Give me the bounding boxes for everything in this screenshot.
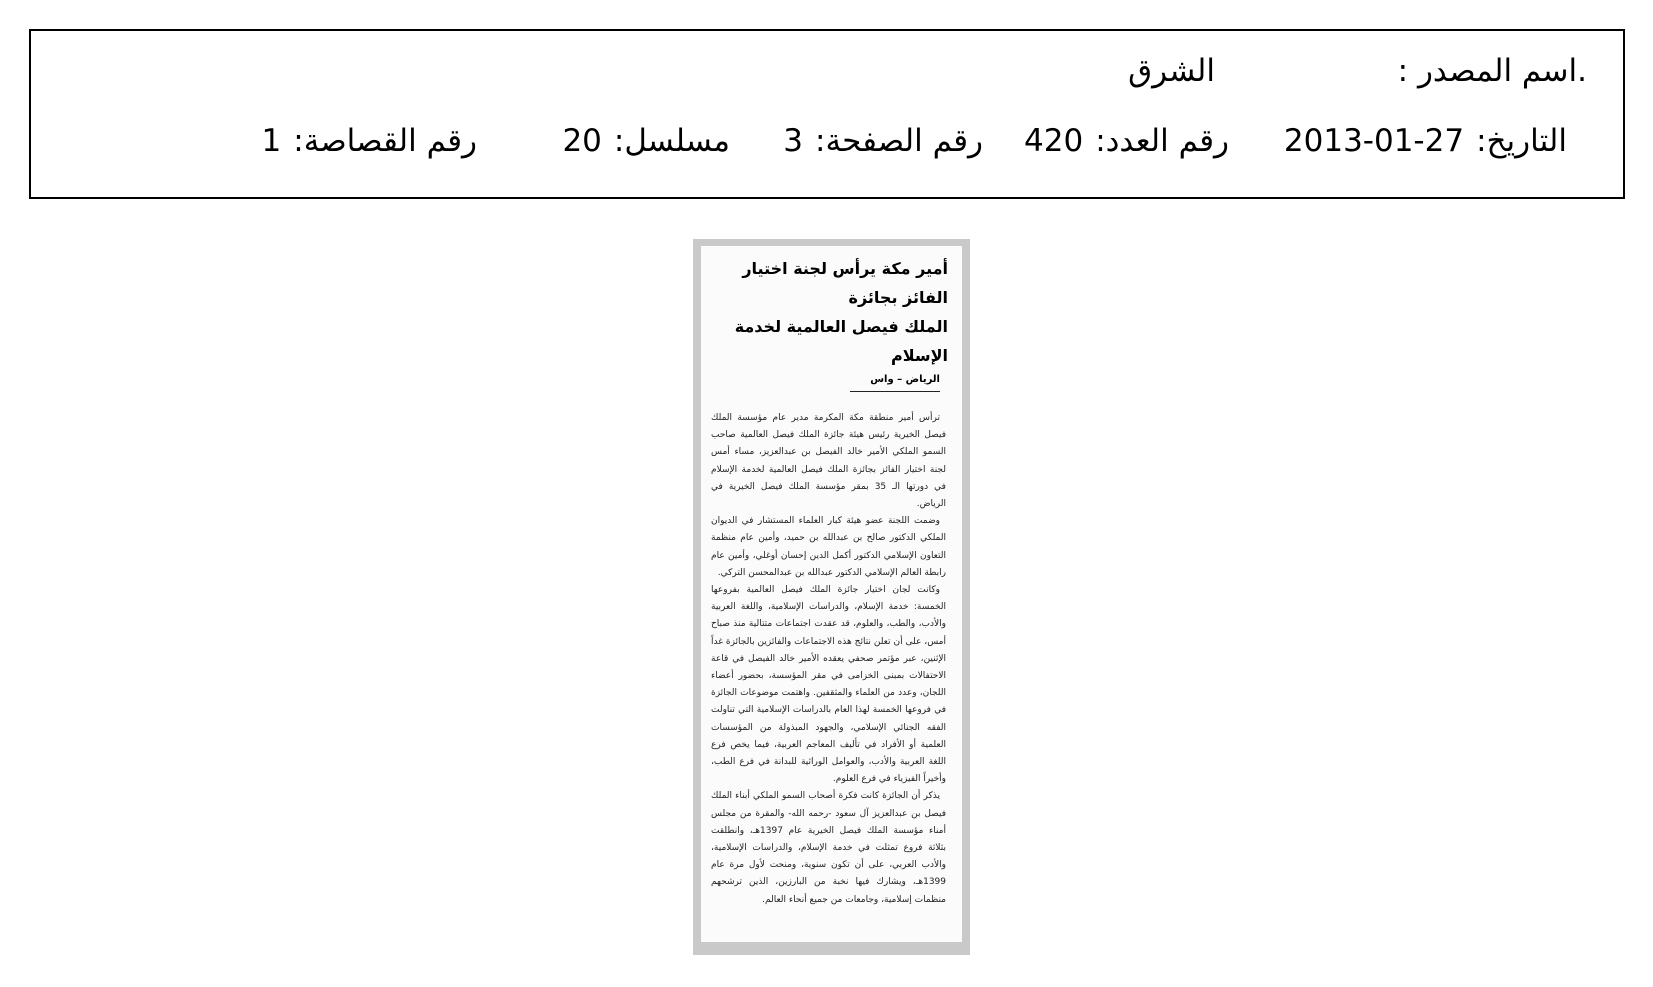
article-paragraph-3: وكانت لجان اختيار جائزة الملك فيصل العالمية بفروعها الخمسة: خدمة الإسلام، والدراسات الإسلامية، واللغة العربية والأدب، والطب، والعلوم، قد عقدت اجتماعات متتالية منذ صباح أمس، على أن تعلن نتائج هذه الاجتماعات والفائزين بالجائزة غداً الإثنين، عبر مؤتمر صحفي يعقده الأمير خالد الفيصل في قاعة الاحتفالات بمبنى الخزامى في مقر المؤسسة، بحضور أعضاء اللجان، وعدد من العلماء والمثقفين. واهتمت موضوعات الجائزة في فروعها الخمسة لهذا العام بالدراسات الإسلامية التي تناولت الفقه الجنائي الإسلامي، والجهود المبذولة من المؤسسات العلمية أو الأفراد في تأليف المعاجم العربية، فيما يخص فرع اللغة العربية والأدب، والعوامل الوراثية للبدانة في فرع الطب، وأخيراً الفيزياء في فرع العلوم. [711,585,946,785]
article-paragraph-1: ترأس أمير منطقة مكة المكرمة مدير عام مؤسسة الملك فيصل الخيرية رئيس هيئة جائزة الملك فيصل العالمية صاحب السمو الملكي الأمير خالد الفيصل بن عبدالعزيز، مساء أمس لجنة اختيار الفائز بجائزة الملك فيصل العالمية لخدمة الإسلام في دورتها الـ 35 بمقر مؤسسة الملك فيصل الخيرية في الرياض. [711,413,946,510]
article-headline [711,254,952,370]
headline-line-2: الملك فيصل العالمية لخدمة الإسلام [734,317,948,365]
clip-field [262,123,477,159]
serial-label: مسلسل: [613,123,730,159]
newspaper-clipping [693,239,970,955]
serial-field [562,123,730,159]
article-paragraph-2: وضمت اللجنة عضو هيئة كبار العلماء المستشار في الديوان الملكي الدكتور صالح بن عبدالله بن حميد، وأمين عام منظمة التعاون الإسلامي الدكتور أكمل الدين إحسان أوغلي، وأمين عام رابطة العالم الإسلامي الدكتور عبدالله بن عبدالمحسن التركي. [711,516,946,578]
page-value: 3 [783,123,804,159]
date-label: التاريخ: [1476,123,1567,159]
issue-value: 420 [1024,123,1084,159]
clip-label: رقم القصاصة: [293,123,477,159]
issue-field [1024,123,1229,159]
article-body [711,410,952,909]
header-box [29,29,1625,199]
source-label: .اسم المصدر : [1397,53,1587,89]
page-field [783,123,983,159]
date-value: 2013-01-27 [1283,123,1465,159]
headline-line-1: أمير مكة يرأس لجنة اختيار الفائز بجائزة [742,259,948,307]
clip-value: 1 [261,123,282,159]
issue-label: رقم العدد: [1095,123,1229,159]
source-value: الشرق [1128,53,1215,89]
page-label: رقم الصفحة: [815,123,983,159]
article-paragraph-4: يذكر أن الجائزة كانت فكرة أصحاب السمو الملكي أبناء الملك فيصل بن عبدالعزيز آل سعود -رحمه الله- والمقرة من مجلس أمناء مؤسسة الملك فيصل الخيرية عام 1397هـ، وانطلقت بثلاثة فروع تمثلت في خدمة الإسلام، والدراسات الإسلامية، والأدب العربي، على أن تكون سنوية، ومنحت لأول مرة عام 1399هـ، ويشارك فيها نخبة من البارزين، الذين ترشحهم منظمات إسلامية، وجامعات من جميع أنحاء العالم. [711,791,946,905]
article-byline: الرياض – واس [850,374,940,392]
clipping-content [701,246,962,942]
serial-value: 20 [562,123,602,159]
date-field [1284,123,1567,159]
